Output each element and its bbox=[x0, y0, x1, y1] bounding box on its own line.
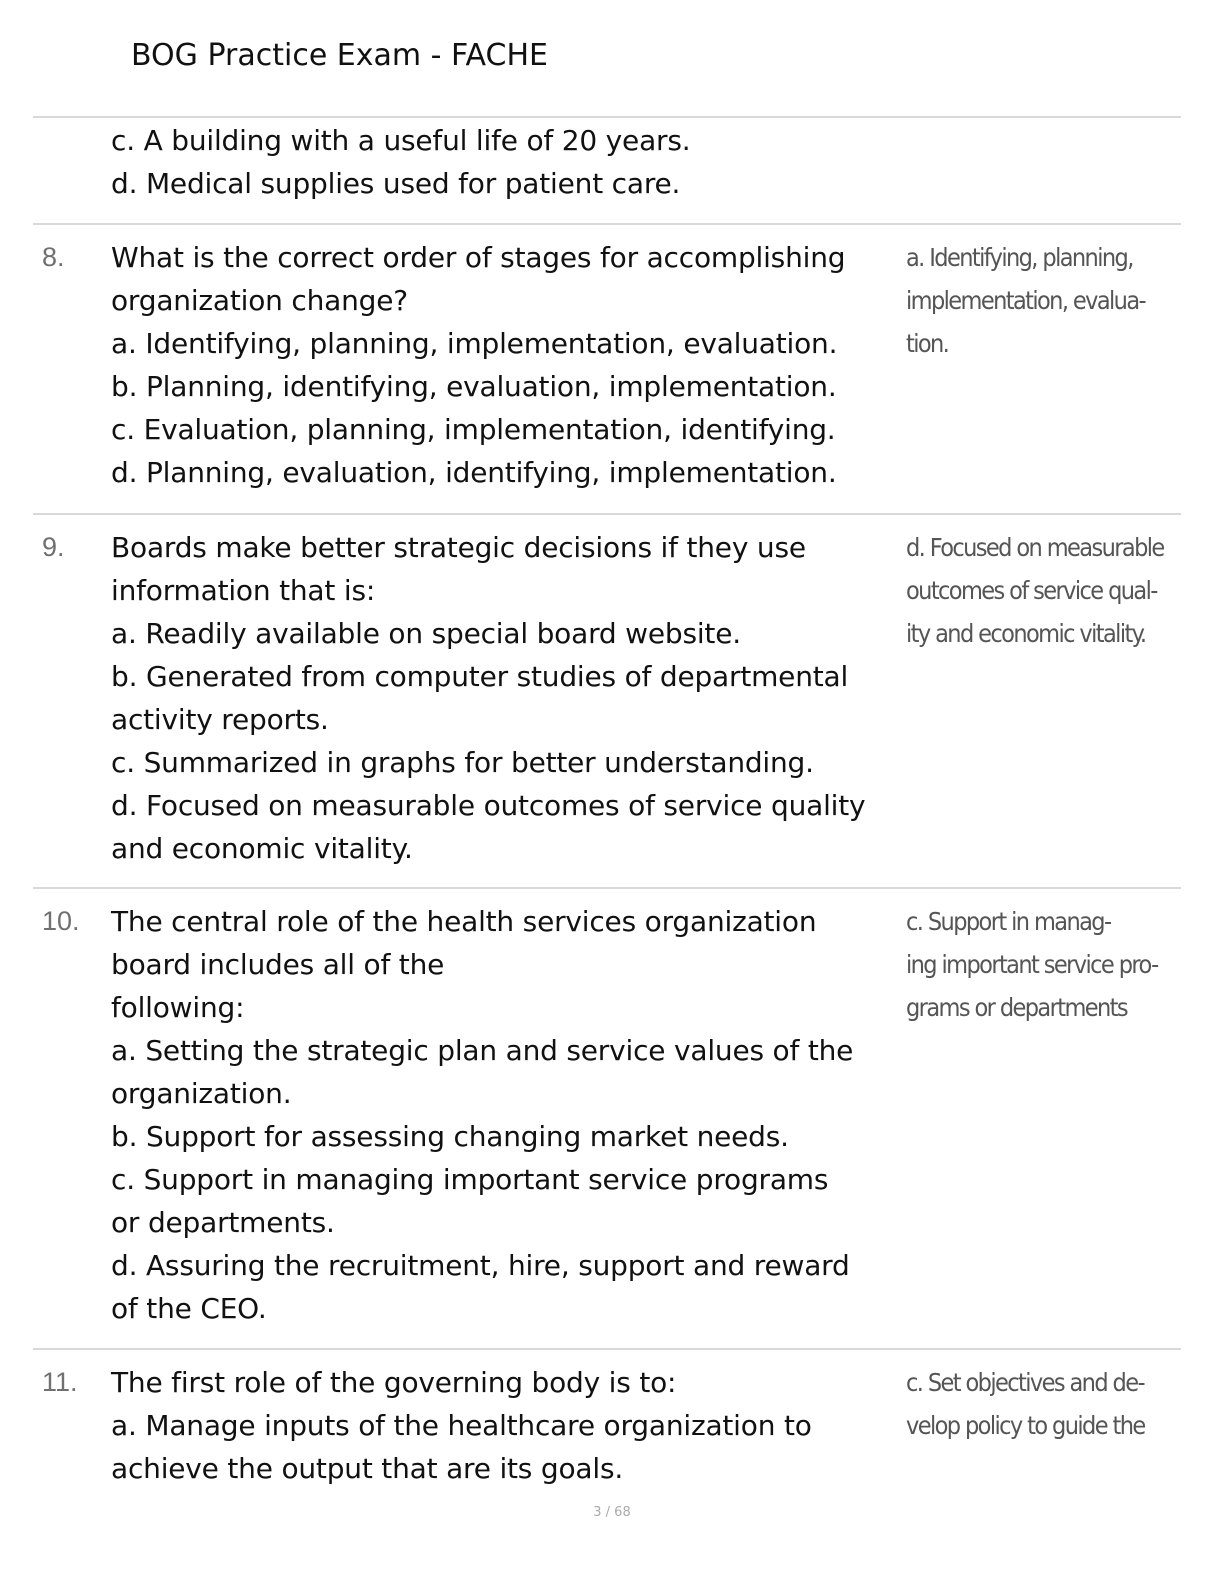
divider bbox=[33, 887, 1181, 889]
answer-line: implementation, evalua- bbox=[906, 286, 1146, 315]
answer-line: d. Focused on measurable bbox=[906, 533, 1164, 562]
option-b: b. Support for assessing changing market needs. bbox=[111, 1120, 789, 1153]
option-d: d. Focused on measurable outcomes of service quality bbox=[111, 789, 866, 822]
option-c: c. Summarized in graphs for better understanding. bbox=[111, 746, 814, 779]
question-text: organization change? bbox=[111, 284, 408, 317]
option-d-continued: and economic vitality. bbox=[111, 832, 413, 865]
question-number: 10. bbox=[42, 906, 80, 936]
option-b: b. Planning, identifying, evaluation, implementation. bbox=[111, 370, 837, 403]
question-number: 11. bbox=[42, 1367, 78, 1397]
option-a-continued: achieve the output that are its goals. bbox=[111, 1452, 624, 1485]
page-indicator: 3 / 68 bbox=[593, 1505, 631, 1520]
answer-line: velop policy to guide the bbox=[906, 1411, 1145, 1440]
option-b: b. Generated from computer studies of departmental bbox=[111, 660, 849, 693]
answer-line: outcomes of service qual- bbox=[906, 576, 1157, 605]
continued-options bbox=[111, 119, 901, 205]
question-text: board includes all of the bbox=[111, 948, 445, 981]
divider bbox=[33, 1348, 1181, 1350]
question-text: following: bbox=[111, 991, 245, 1024]
answer-line: grams or departments bbox=[906, 993, 1128, 1022]
option-d: d. Planning, evaluation, identifying, implementation. bbox=[111, 456, 837, 489]
option-c: c. Evaluation, planning, implementation, identifying. bbox=[111, 413, 836, 446]
option-d: d. Medical supplies used for patient care. bbox=[111, 167, 681, 200]
option-a: a. Manage inputs of the healthcare organization to bbox=[111, 1409, 812, 1442]
question-text: information that is: bbox=[111, 574, 376, 607]
question-body bbox=[111, 1361, 901, 1490]
question-number: 8. bbox=[42, 242, 65, 272]
answer-line: c. Set objectives and de- bbox=[906, 1368, 1145, 1397]
question-text: Boards make better strategic decisions if they use bbox=[111, 531, 806, 564]
option-b-continued: activity reports. bbox=[111, 703, 329, 736]
option-c-continued: or departments. bbox=[111, 1206, 335, 1239]
answer-line: c. Support in manag- bbox=[906, 907, 1111, 936]
question-text: The first role of the governing body is to: bbox=[111, 1366, 677, 1399]
question-body bbox=[111, 236, 901, 494]
page-title: BOG Practice Exam - FACHE bbox=[131, 38, 548, 73]
option-a: a. Readily available on special board website. bbox=[111, 617, 741, 650]
divider bbox=[33, 116, 1181, 118]
answer bbox=[906, 236, 1168, 365]
question-body bbox=[111, 900, 901, 1330]
option-c: c. Support in managing important service programs bbox=[111, 1163, 829, 1196]
answer bbox=[906, 900, 1168, 1029]
question-text: What is the correct order of stages for accomplishing bbox=[111, 241, 846, 274]
answer-line: a. Identifying, planning, bbox=[906, 243, 1133, 272]
divider bbox=[33, 223, 1181, 225]
option-a-continued: organization. bbox=[111, 1077, 292, 1110]
divider bbox=[33, 513, 1181, 515]
option-c: c. A building with a useful life of 20 years. bbox=[111, 124, 691, 157]
option-a: a. Setting the strategic plan and service values of the bbox=[111, 1034, 854, 1067]
answer bbox=[906, 526, 1168, 655]
answer-line: tion. bbox=[906, 329, 949, 358]
option-a: a. Identifying, planning, implementation, evaluation. bbox=[111, 327, 838, 360]
question-text: The central role of the health services organization bbox=[111, 905, 817, 938]
answer bbox=[906, 1361, 1168, 1447]
question-number: 9. bbox=[42, 532, 65, 562]
answer-line: ing important service pro- bbox=[906, 950, 1158, 979]
option-d-continued: of the CEO. bbox=[111, 1292, 267, 1325]
option-d: d. Assuring the recruitment, hire, support and reward bbox=[111, 1249, 850, 1282]
question-body bbox=[111, 526, 901, 870]
answer-line: ity and economic vitality. bbox=[906, 619, 1146, 648]
